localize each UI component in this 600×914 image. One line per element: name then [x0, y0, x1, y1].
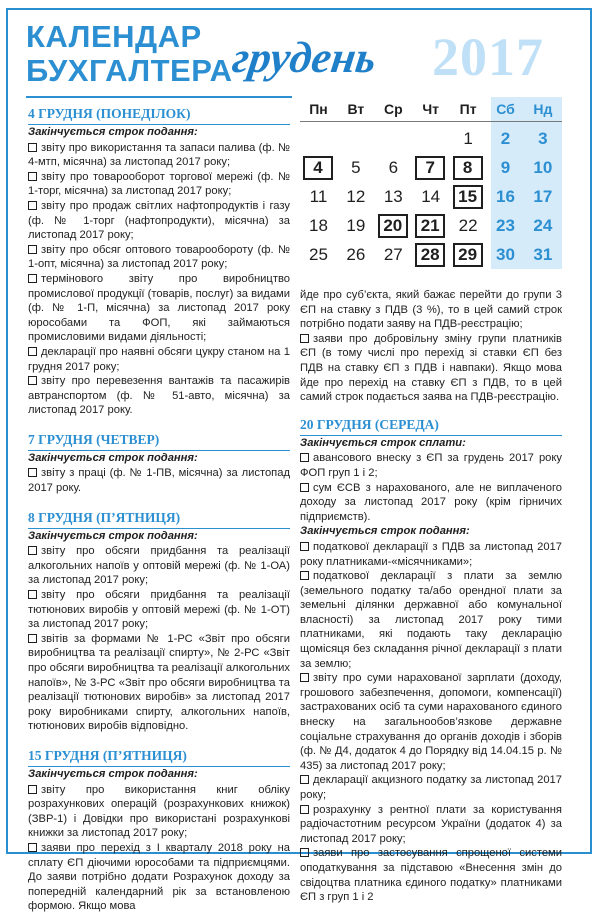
checklist-item [28, 783, 290, 841]
calendar-week-row [300, 182, 562, 212]
checklist-item [300, 332, 562, 405]
checkbox-icon [300, 453, 309, 462]
section-title: 20 ГРУДНЯ (СЕРЕДА) [300, 416, 439, 432]
calendar-day: 2 [500, 129, 511, 148]
checklist-item [28, 272, 290, 345]
calendar-day: 22 [458, 216, 478, 235]
header-divider [26, 96, 292, 98]
continuation-text: йде про суб’єкта, який бажає перейти до групи 3 ЄП на ставку з ПДВ (3 %), то в цей самий строк потрібно подати заяву на ПДВ-реєстрацію; [300, 289, 562, 331]
checklist-item [300, 451, 562, 480]
checklist-item [28, 466, 290, 495]
checkbox-icon [300, 334, 309, 343]
checkbox-icon [300, 775, 309, 784]
calendar-day: 28 [415, 243, 445, 267]
page-title [26, 20, 233, 88]
section-subtitle: Закінчується строк подання: [28, 529, 198, 542]
checklist-item-text: податкової декларації з ПДВ за листопад 2017 року платниками-«місячниками»; [300, 540, 562, 568]
checklist-item-text: податкової декларації з плати за землю (земельного податку та/або орендної плати за земельні ділянки державної або комунальної власності) за листопад 2017 року тими платниками, які подають таку декларацію щомісяця без складання річної декларації з плати за землю; [300, 570, 562, 670]
checkbox-icon [28, 172, 37, 181]
checkbox-icon [300, 542, 309, 551]
calendar-day: 26 [346, 245, 366, 264]
calendar-day: 17 [533, 187, 553, 206]
checklist-item [300, 671, 562, 773]
checklist-item-text: звіту про товарооборот торгової мережі (ф. № 1-торг, місячна) за листопад 2017 року; [28, 170, 290, 198]
checklist-item-text: звіту про суми нарахованої зарплати (доходу, грошового забезпечення, допомоги, компенсації) застрахованих осіб та суми нарахованого єдиного внеску на загальнообов’язкове державне соціальне страхування до органів доходів і зборів (ф. № Д4, додаток 4 до Порядку від 14.04.15 р. № 435) за листопад 2017 року; [300, 672, 562, 772]
checklist-item-text: звіту про використання книг обліку розрахункових операцій (розрахункових книжок) (ЗВР-1) і Довідки про використані розрахункові книжки за листопад 2017 року; [28, 783, 290, 840]
checklist-item-text: декларації про наявні обсяги цукру станом на 1 грудня 2017 року; [28, 345, 290, 373]
checkbox-icon [28, 347, 37, 356]
calendar-day: 24 [533, 216, 553, 235]
month-calendar [300, 97, 562, 269]
checklist-item [28, 632, 290, 734]
calendar-day: 15 [453, 185, 483, 209]
title-line-1: КАЛЕНДАР [26, 19, 202, 54]
calendar-day: 5 [351, 158, 361, 177]
checklist-item-text: звітів за формами № 1-РС «Звіт про обсяги виробництва та реалізації спирту», № 2-РС «Звіт про обсяги виробництва та реалізації алкогольних напоїв», № 3-РС «Звіт про обсяги виробництва та реалізації тютюнових виробів» за листопад 2017 року виробниками спирту, алкогольних напоїв, тютюнових виробів відповідно. [28, 632, 291, 733]
checklist-item [28, 199, 290, 243]
checkbox-icon [28, 201, 37, 210]
checklist-item-text: звіту про обсяги придбання та реалізації алкогольних напоїв у оптовій мережі (ф. № 1-ОА) за листопад 2017 року; [28, 545, 290, 587]
checklist-item [28, 841, 290, 914]
section-title: 4 ГРУДНЯ (ПОНЕДІЛОК) [28, 106, 191, 121]
calendar-day: 12 [346, 187, 366, 206]
calendar-day: 10 [533, 158, 553, 177]
calendar-week-row [300, 153, 562, 183]
checklist-item [300, 773, 562, 802]
checklist-item [300, 569, 562, 671]
section-subtitle: Закінчується строк подання: [300, 525, 470, 538]
checklist-item-text: звіту про обсяги придбання та реалізації тютюнових виробів у оптовій мережі (ф. № 1-ОТ) за листопад 2017 року; [28, 589, 290, 631]
checklist-item-text: звіту про використання та запаси палива (ф. № 4-мтп, місячна) за листопад 2017 року; [28, 141, 290, 169]
checkbox-icon [28, 468, 37, 477]
calendar-day: 25 [309, 245, 328, 264]
section-subtitle: Закінчується строк подання: [28, 767, 198, 780]
calendar-day: 16 [496, 187, 515, 206]
checkbox-icon [28, 274, 37, 283]
checklist-item [28, 345, 290, 374]
calendar-day: 7 [415, 156, 445, 180]
calendar-day: 27 [383, 245, 403, 264]
calendar-day: 6 [388, 158, 399, 177]
checklist-item-text: звіту про перевезення вантажів та пасажирів автранспортом (ф. № 51-авто, місячна) за листопад 2017 року. [28, 375, 290, 417]
checklist-item-text: заяви про перехід з І кварталу 2018 року на сплату ЄП діючими юрособами та підприємцями. До заяви потрібно додати Розрахунок доходу за попередній календарний рік за встановленою формою. Якщо мова [28, 841, 290, 913]
checkbox-icon [300, 673, 309, 682]
checklist-item-text: заяви про добровільну зміну групи платників ЄП (в тому числі про перехід зі ставки ЄП без ПДВ на ставку ЄП з ПДВ і навпаки). Якщо мова йде про перехід на ставку ЄП з ПДВ, то в цей самий строк подається заява на ПДВ-реєстрацію. [300, 332, 562, 404]
checkbox-icon [28, 245, 37, 254]
checklist-item [28, 170, 290, 199]
checkbox-icon [28, 546, 37, 555]
checkbox-icon [28, 143, 37, 152]
weekday-label: Чт [422, 101, 440, 117]
calendar-day: 19 [346, 216, 366, 235]
section-subtitle: Закінчується строк сплати: [300, 436, 466, 449]
checklist-item-text: сум ЄСВ з нарахованого, але не виплаченого доходу за листопад 2017 року (крім гірничих підприємств). [300, 481, 562, 523]
calendar-day: 9 [500, 158, 511, 177]
checklist-item-text: заяви про застосування спрощеної системи оподаткування за підставою «Внесення змін до свідоцтва платника єдиного податку» платниками ЄП з груп 1 і 2 [300, 847, 562, 904]
weekday-header-row [300, 97, 562, 127]
checklist-item [28, 588, 290, 632]
checklist-item [28, 374, 290, 418]
checklist-item [300, 481, 562, 525]
checkbox-icon [300, 483, 309, 492]
weekday-label: Вт [347, 101, 365, 117]
calendar-week-row [300, 211, 562, 241]
calendar-day: 14 [421, 187, 441, 206]
calendar-day: 23 [496, 216, 515, 235]
calendar-day: 31 [533, 245, 553, 264]
checkbox-icon [28, 843, 37, 852]
weekday-label: Сб [496, 101, 515, 117]
calendar-week-row [300, 124, 562, 154]
calendar-day: 1 [463, 129, 473, 148]
checklist-item-text: звіту про продаж світлих нафтопродуктів і газу (ф. № 1-торг (нафтопродукти), місячна) за листопад 2017 року; [28, 199, 290, 242]
calendar-day: 21 [415, 214, 445, 238]
checkbox-icon [28, 785, 37, 794]
checklist-item-text: звіту з праці (ф. № 1-ПВ, місячна) за листопад 2017 року. [28, 467, 290, 495]
weekday-label: Пн [309, 101, 328, 117]
calendar-day: 30 [496, 245, 515, 264]
checklist-item-text: звіту про обсяг оптового товарообороту (ф. № 1-опт, місячна) за листопад 2017 року; [28, 243, 290, 271]
left-column [28, 106, 290, 914]
section-title: 8 ГРУДНЯ (П’ЯТНИЦЯ) [28, 509, 181, 525]
calendar-day: 4 [303, 156, 333, 180]
calendar-day: 13 [383, 187, 403, 206]
weekday-label: Нд [533, 101, 553, 117]
calendar-day: 20 [378, 214, 408, 238]
weekday-label: Ср [383, 101, 403, 117]
checklist-item [300, 803, 562, 847]
calendar-day: 3 [538, 129, 548, 148]
month-name: грудень [229, 33, 380, 82]
checkbox-icon [300, 805, 309, 814]
checkbox-icon [300, 571, 309, 580]
checklist-item [300, 846, 562, 904]
checkbox-icon [28, 590, 37, 599]
title-line-2: БУХГАЛТЕРА [26, 53, 233, 88]
checklist-item-text: термінового звіту про виробництво промислової продукції (товарів, послуг) за видами (ф. № 1-П, місячна) за листопад 2017 року юрособами та ФОП, які займаються промисловими видами діяльності; [28, 272, 290, 344]
section-title: 15 ГРУДНЯ (П’ЯТНИЦЯ) [28, 747, 187, 763]
checkbox-icon [28, 634, 37, 643]
checklist-item [28, 544, 290, 588]
weekday-label: Пт [459, 101, 477, 117]
checklist-item-text: авансового внеску з ЄП за грудень 2017 року ФОП груп 1 і 2; [300, 452, 562, 479]
calendar-day: 11 [309, 187, 328, 206]
year-label: 2017 [432, 27, 544, 87]
section-title: 7 ГРУДНЯ (ЧЕТВЕР) [28, 431, 160, 447]
calendar-day: 29 [453, 243, 483, 267]
checklist-item-text: декларації акцизного податку за листопад 2017 року; [300, 774, 562, 801]
checklist-item [300, 540, 562, 569]
checklist-item-text: розрахунку з рентної плати за користування радіочастотним ресурсом України (додаток 4) за листопад 2017 року; [300, 803, 562, 845]
section-subtitle: Закінчується строк подання: [28, 451, 198, 464]
checklist-item [28, 141, 290, 170]
checkbox-icon [28, 376, 37, 385]
checkbox-icon [300, 848, 309, 857]
calendar-day: 8 [453, 156, 483, 180]
right-column [300, 288, 562, 905]
calendar-week-row [300, 240, 562, 270]
calendar-day: 18 [309, 216, 328, 235]
section-subtitle: Закінчується строк подання: [28, 126, 198, 138]
checklist-item [28, 243, 290, 272]
